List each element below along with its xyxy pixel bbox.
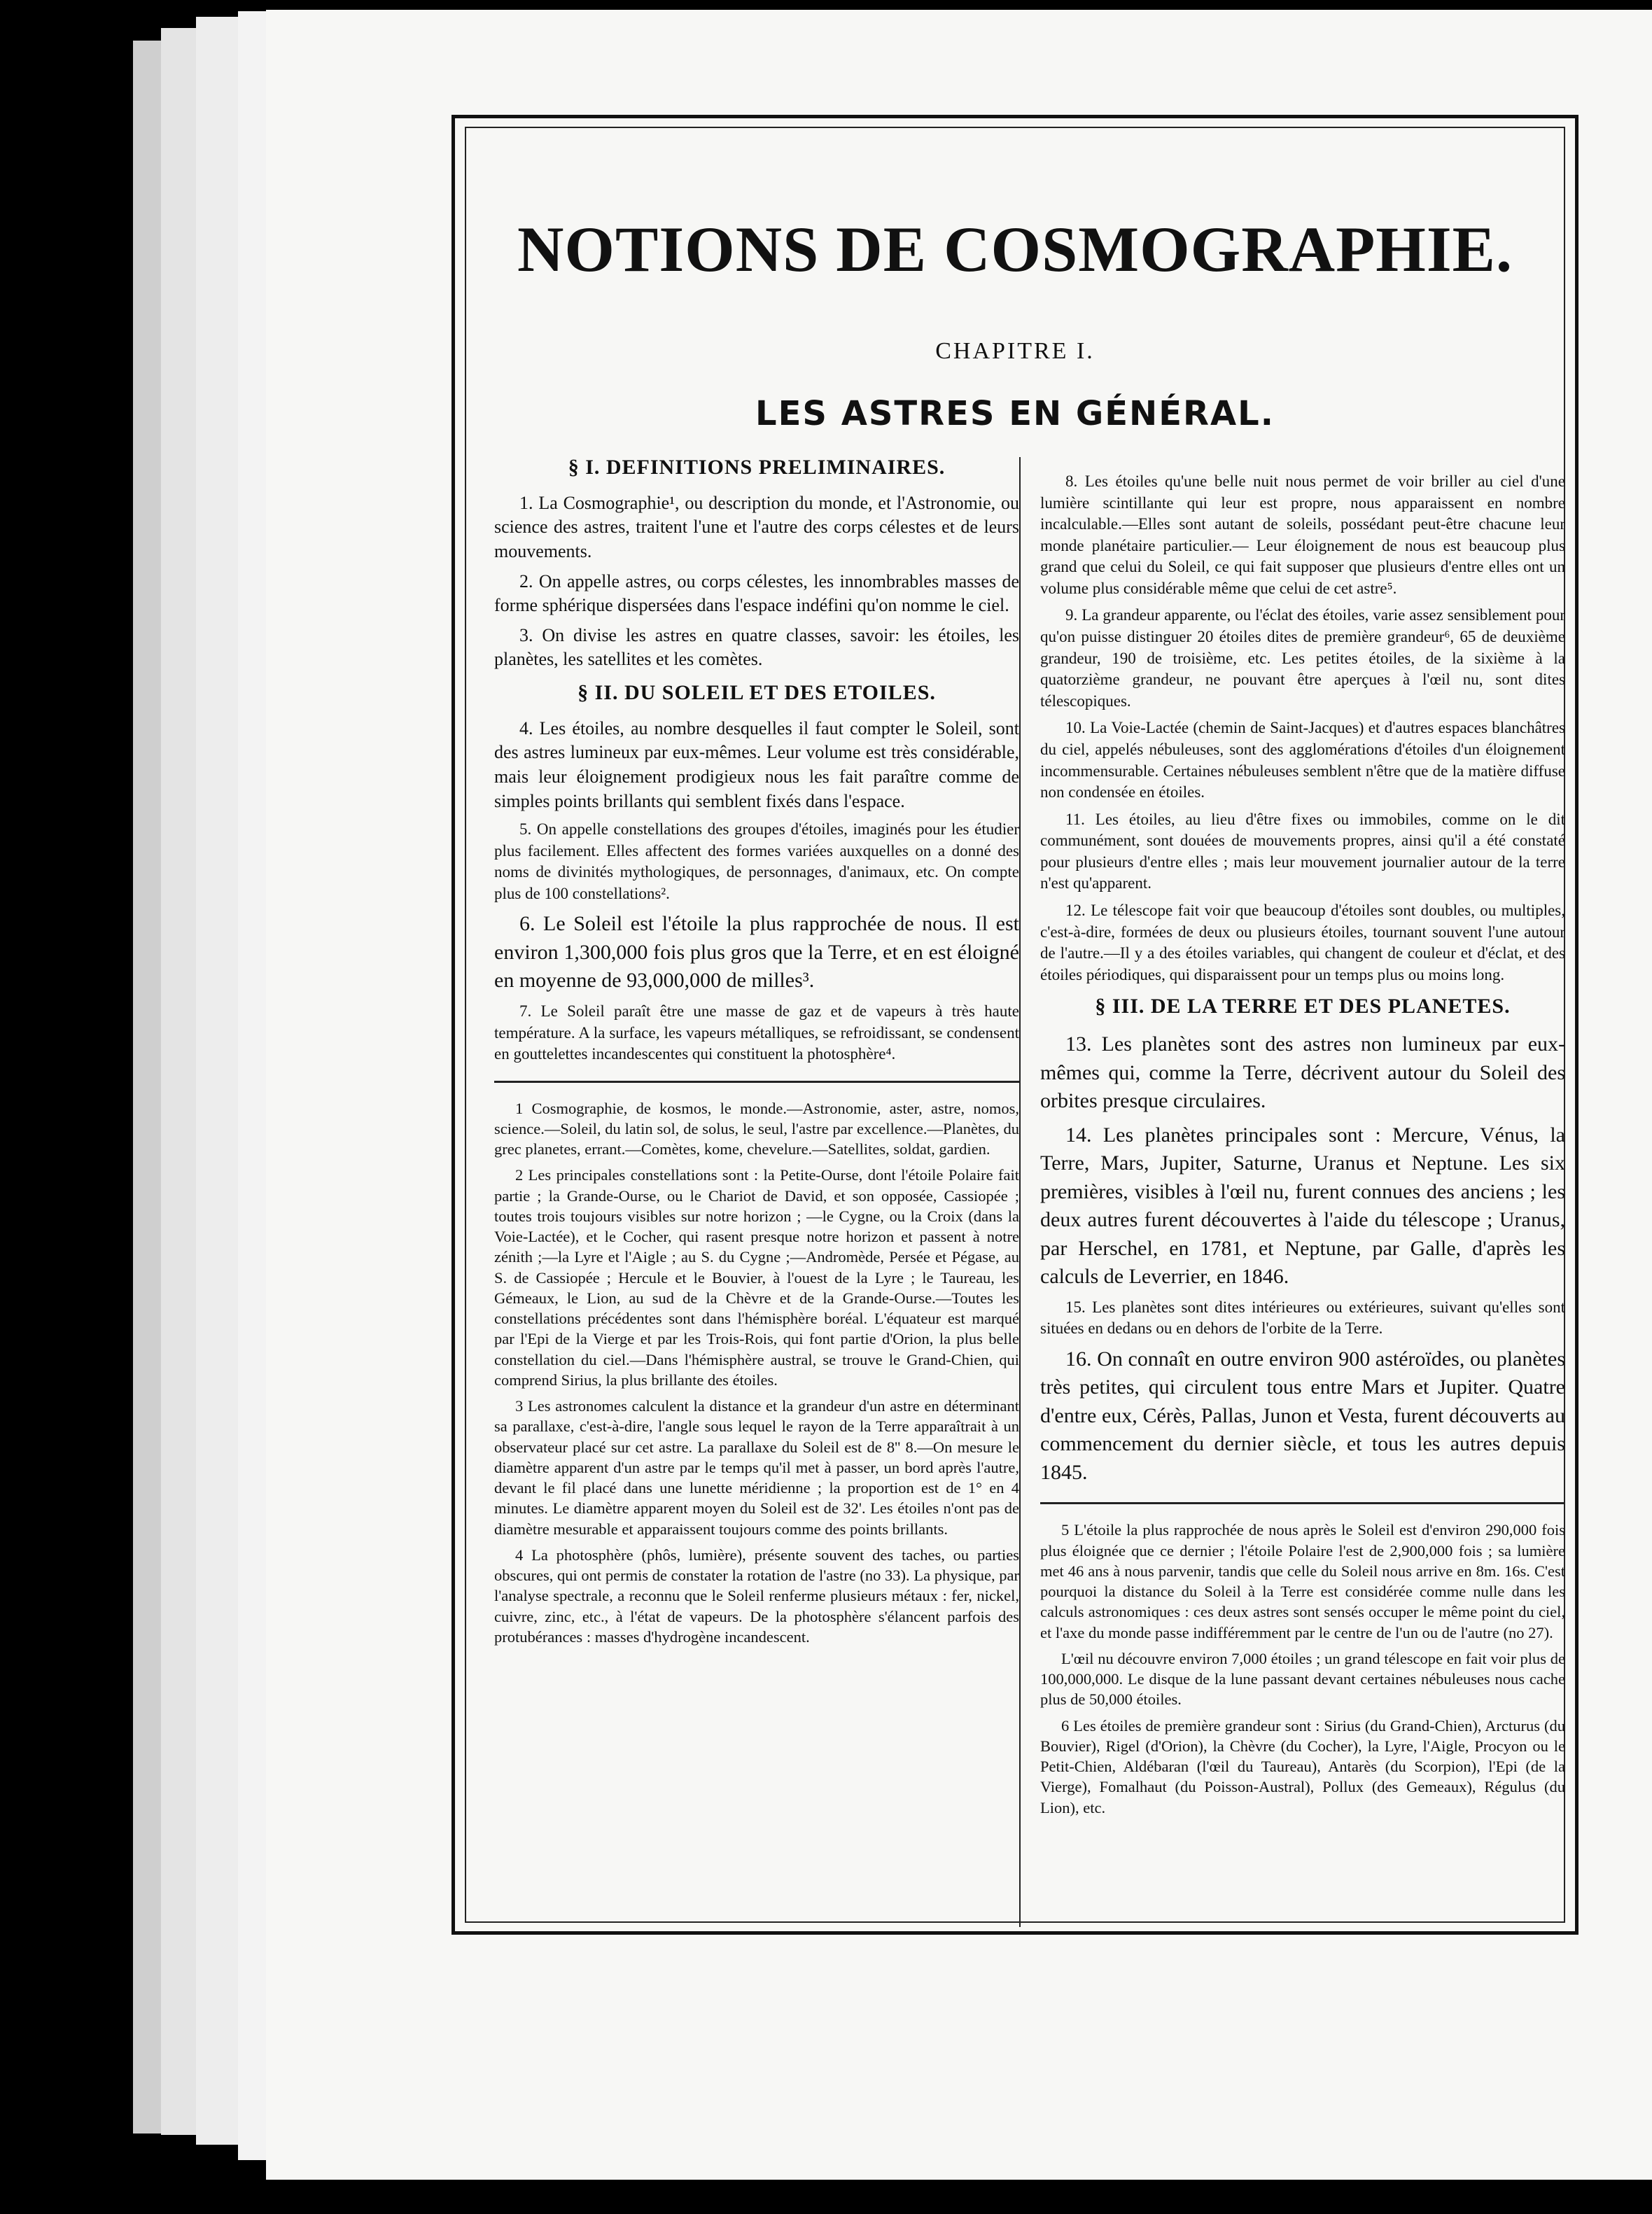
document-page <box>266 10 1652 2180</box>
footnote: 4 La photosphère (phôs, lumière), présente souvent des taches, ou parties obscures, qui ont permis de constater la rotation de l'astre (no 33). La physique, par l'analyse spectrale, a reconnu que le Soleil renferme plusieurs métaux : fer, nickel, cuivre, zinc, etc., à l'état de vapeurs. De la photosphère s'élancent parfois des protubérances : masses d'hydrogène incandescent. <box>494 1546 1019 1646</box>
footnote: L'œil nu découvre environ 7,000 étoiles ; un grand télescope en fait voir plus de 100,000,000. Le disque de la lune passant devant certaines nébuleuses nous cache plus de 50,000 étoiles. <box>1040 1649 1565 1709</box>
chapter-subtitle: LES ASTRES EN GÉNÉRAL. <box>755 394 1275 433</box>
footnote: 5 L'étoile la plus rapprochée de nous après le Soleil est d'environ 290,000 fois plus éloignée que ce dernier ; l'étoile Polaire l'est de 2,900,000 fois ; sa lumière met 46 ans à nous parvenir, tandis que celle du Soleil nous arrive en 8m. 16s. C'est pourquoi la distance du Soleil à la Terre est considérée comme nulle dans les calculs astronomiques : ces deux astres sont sensés occuper le même point du ciel, et l'axe du monde passe indifféremment par le centre de l'un ou de l'autre (no 27). <box>1040 1521 1565 1641</box>
footnote: 6 Les étoiles de première grandeur sont : Sirius (du Grand-Chien), Arcturus (du Bouvier), Rigel (d'Orion), la Chèvre (du Cocher), la Lyre, l'Aigle, Procyon ou le Petit-Chien, Aldébaran (l'œil du Taureau), Antarès (du Scorpion), l'Epi (de la Vierge), Fomalhaut (du Poisson-Austral), Pollux (des Gemeaux), Régulus (du Lion), etc. <box>1040 1716 1565 1816</box>
page-stack-edge <box>133 41 161 2134</box>
paragraph: 9. La grandeur apparente, ou l'éclat des étoiles, varie assez sensiblement pour qu'on puisse distinguer 20 étoiles dites de première grandeur⁶, 65 de deuxième grandeur, 190 de troisième, etc. Les petites étoiles, de la sixième à la quatorzième grandeur, ne pouvant être aperçues à l'œil nu, sont dites télescopiques. <box>1040 606 1565 710</box>
footnote: 1 Cosmographie, de kosmos, le monde.—Astronomie, aster, astre, nomos, science.—Soleil, du latin sol, de solus, le seul, l'astre par excellence.—Planètes, du grec planetes, errant.—Comètes, kome, chevelure.—Satellites, soldat, gardien. <box>494 1099 1019 1158</box>
footnote: 3 Les astronomes calculent la distance et la grandeur d'un astre en déterminant sa parallaxe, c'est-à-dire, l'angle sous lequel le rayon de la Terre apparaîtrait à un observateur placé sur cet astre. La parallaxe du Soleil est de 8'' 8.—On mesure le diamètre apparent d'un astre par le temps qu'il met à passer, un bord après l'autre, devant le fil placé dans une lunette méridienne ; la proportion est de 1° en 4 minutes. Le diamètre apparent moyen du Soleil est de 32'. Les étoiles n'ont pas de diamètre mesurable et apparaissent toujours comme des points brillants. <box>494 1397 1019 1538</box>
paragraph: 5. On appelle constellations des groupes d'étoiles, imaginés pour les étudier plus facilement. Elles affectent des formes variées auxquelles on a donné des noms de divinités mythologiques, de personnages, d'animaux, etc. On compte plus de 100 constellations². <box>494 820 1019 902</box>
paragraph: 1. La Cosmographie¹, ou description du monde, et l'Astronomie, ou science des astres, traitent l'une et l'autre des corps célestes et de leurs mouvements. <box>494 492 1019 562</box>
paragraph: 7. Le Soleil paraît être une masse de gaz et de vapeurs à très haute température. A la surface, les vapeurs métalliques, se refroidissant, se condensent en gouttelettes incandescentes qui constituent la photosphère⁴. <box>494 1002 1019 1063</box>
left-column <box>494 447 1019 1653</box>
paragraph: 15. Les planètes sont dites intérieures ou extérieures, suivant qu'elles sont situées en dedans ou en dehors de l'orbite de la Terre. <box>1040 1298 1565 1338</box>
chapter-heading: CHAPITRE I. <box>935 338 1095 364</box>
right-column <box>1040 471 1565 1823</box>
footnote: 2 Les principales constellations sont : la Petite-Ourse, dont l'étoile Polaire fait partie ; la Grande-Ourse, ou le Chariot de David, et son opposée, Cassiopée ; toutes trois toujours visibles sur notre horizon ; —le Cygne, ou la Croix (dans la Voie-Lactée), et le Cocher, qui rasent presque notre horizon et passent à notre zénith ;—la Lyre et l'Aigle ; au S. du Cygne ;—Andromède, Persée et Pégase, au S. de Cassiopée ; Hercule et le Bouvier, à l'ouest de la Lyre ; le Taureau, les Gémeaux, le Lion, au sud de la Chèvre et de la Grande-Ourse.—Toutes les constellations précédentes sont dans l'hémisphère boréal. L'équateur est marqué par l'Epi de la Vierge et par les Trois-Rois, qui font partie d'Orion, la plus belle constellation du ciel.—Dans l'hémisphère austral, se trouve le Grand-Chien, qui comprend Sirius, la plus brillante des étoiles. <box>494 1166 1019 1389</box>
paragraph: 10. La Voie-Lactée (chemin de Saint-Jacques) et d'autres espaces blanchâtres du ciel, appelés nébuleuses, sont des agglomérations d'étoiles d'un éloignement incommensurable. Certaines nébuleuses semblent n'être que de la matière diffuse non condensée en étoiles. <box>1040 719 1565 801</box>
footnote-rule <box>494 1081 1019 1083</box>
page-stack-edge <box>238 11 266 2160</box>
column-divider <box>1019 457 1021 1927</box>
paragraph: 4. Les étoiles, au nombre desquelles il faut compter le Soleil, sont des astres lumineux par eux-mêmes. Leur volume est très considérable, mais leur éloignement prodigieux nous les fait paraître comme de simples points brillants qui semblent fixés dans l'espace. <box>494 717 1019 811</box>
inner-border <box>465 127 1565 1923</box>
paragraph: 8. Les étoiles qu'une belle nuit nous permet de voir briller au ciel d'une lumière scintillante qui leur est propre, nous apparaissent en nombre incalculable.—Elles sont autant de soleils, possédant peut-être chacune leur monde planétaire particulier.— Leur éloignement de nous est beaucoup plus grand que celui du Soleil, ce qui fait supposer que plusieurs d'entre elles ont un volume plus considérable même que celui de cet astre⁵. <box>1040 472 1565 597</box>
paragraph: 12. Le télescope fait voir que beaucoup d'étoiles sont doubles, ou multiples, c'est-à-dire, formées de deux ou plusieurs étoiles, tournant souvent l'une autour de l'autre.—Il y a des étoiles variables, qui changent de couleur et d'éclat, et des étoiles périodiques, qui disparaissent pour un temps plus ou moins long. <box>1040 901 1565 983</box>
footnote-rule <box>1040 1502 1565 1504</box>
section-heading: § III. DE LA TERRE ET DES PLANETES. <box>1095 995 1511 1018</box>
paragraph: 16. On connaît en outre environ 900 astéroïdes, ou planètes très petites, qui circulent tous entre Mars et Jupiter. Quatre d'entre eux, Cérès, Pallas, Junon et Vesta, furent découverts au commencement du dernier siècle, et tous les autres depuis 1845. <box>1040 1347 1565 1484</box>
section-heading: § I. DEFINITIONS PRELIMINAIRES. <box>568 456 946 479</box>
page-title: NOTIONS DE COSMOGRAPHIE. <box>517 213 1513 285</box>
page-border <box>451 115 1578 1935</box>
paragraph: 6. Le Soleil est l'étoile la plus rapprochée de nous. Il est environ 1,300,000 fois plus gros que la Terre, et en est éloigné en moyenne de 93,000,000 de milles³. <box>494 912 1019 993</box>
paragraph: 13. Les planètes sont des astres non lumineux par eux-mêmes qui, comme la Terre, décrivent autour du Soleil des orbites presque circulaires. <box>1040 1032 1565 1113</box>
paragraph: 3. On divise les astres en quatre classes, savoir: les étoiles, les planètes, les satellites et les comètes. <box>494 624 1019 670</box>
paragraph: 14. Les planètes principales sont : Mercure, Vénus, la Terre, Mars, Jupiter, Saturne, Uranus et Neptune. Les six premières, visibles à l'œil nu, furent connues des anciens ; les deux autres furent découvertes à l'aide du télescope ; Uranus, par Herschel, en 1781, et Neptune, par Galle, d'après les calculs de Leverrier, en 1846. <box>1040 1123 1565 1289</box>
page-stack-edge <box>196 17 238 2145</box>
section-heading: § II. DU SOLEIL ET DES ETOILES. <box>578 680 936 704</box>
paragraph: 2. On appelle astres, ou corps célestes, les innombrables masses de forme sphérique dispersées dans l'espace indéfini qu'on nomme le ciel. <box>494 570 1019 616</box>
paragraph: 11. Les étoiles, au lieu d'être fixes ou immobiles, comme on le dit communément, sont douées de mouvements propres, ainsi qu'il a été constaté pour plusieurs d'entre elles ; mais leur mouvement journalier autour de la terre n'est qu'apparent. <box>1040 810 1565 892</box>
page-stack-edge <box>161 28 196 2135</box>
